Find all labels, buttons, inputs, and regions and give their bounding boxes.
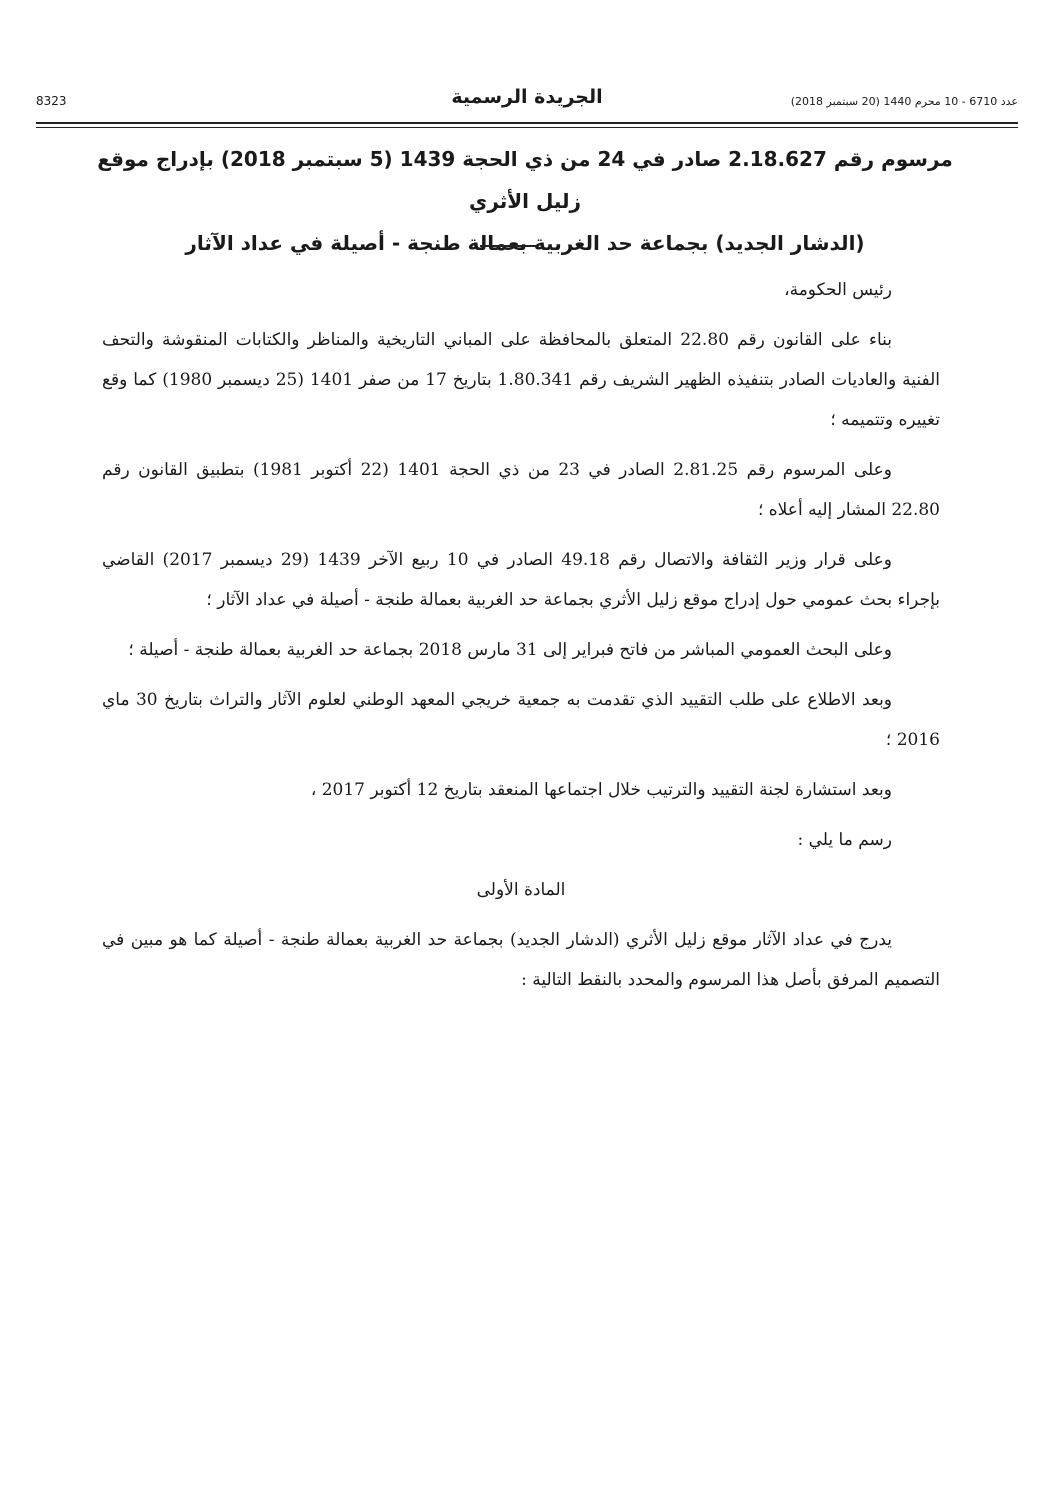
addressee: رئيس الحكومة،	[784, 280, 892, 300]
preamble-paragraph-5: وبعد الاطلاع على طلب التقييد الذي تقدمت به جمعية خريجي المعهد الوطني لعلوم الآثار والتراث بتاريخ 30 ماي 2016 ؛	[102, 690, 940, 750]
article-heading: المادة الأولى	[476, 880, 566, 900]
decree-body	[102, 270, 940, 1010]
header-rule	[36, 122, 1018, 124]
page-header	[36, 86, 1018, 122]
title-separator	[480, 245, 536, 247]
preamble-paragraph-4: وعلى البحث العمومي المباشر من فاتح فبراير إلى 31 مارس 2018 بجماعة حد الغربية بعمالة طنجة - أصيلة ؛	[128, 640, 892, 660]
preamble-paragraph-3: وعلى قرار وزير الثقافة والاتصال رقم 49.18 الصادر في 10 ربيع الآخر 1439 (29 ديسمبر 2017) القاضي بإجراء بحث عمومي حول إدراج موقع زليل الأثري بجماعة حد الغربية بعمالة طنجة - أصيلة في عداد الآثار ؛	[102, 550, 940, 610]
decree-title-line-2: (الدشار الجديد) بجماعة حد الغربية بعمالة طنجة - أصيلة في عداد الآثار	[185, 231, 865, 255]
preamble-paragraph-1: بناء على القانون رقم 22.80 المتعلق بالمحافظة على المباني التاريخية والمناظر والكتابات المنقوشة والتحف الفنية والعاديات الصادر بتنفيذه الظهير الشريف رقم 1.80.341 بتاريخ 17 من صفر 1401 (25 ديسمبر 1980) كما وقع تغييره وتتميمه ؛	[102, 330, 940, 430]
decree-title-line-1: مرسوم رقم 2.18.627 صادر في 24 من ذي الحجة 1439 (5 سبتمبر 2018) بإدراج موقع زليل الأثري	[97, 147, 953, 213]
journal-name: الجريدة الرسمية	[451, 86, 603, 108]
issue-info: عدد 6710 - 10 محرم 1440 (20 سبتمبر 2018)	[790, 95, 1018, 108]
preamble-paragraph-6: وبعد استشارة لجنة التقييد والترتيب خلال اجتماعها المنعقد بتاريخ 12 أكتوبر 2017 ،	[310, 780, 892, 800]
preamble-paragraph-2: وعلى المرسوم رقم 2.81.25 الصادر في 23 من ذي الحجة 1401 (22 أكتوبر 1981) بتطبيق القانون رقم 22.80 المشار إليه أعلاه ؛	[102, 460, 940, 520]
page-number: 8323	[36, 94, 67, 108]
article-1-text: يدرج في عداد الآثار موقع زليل الأثري (الدشار الجديد) بجماعة حد الغربية بعمالة طنجة - أصيلة كما هو مبين في التصميم المرفق بأصل هذا المرسوم والمحدد بالنقط التالية :	[102, 930, 940, 990]
decrees-formula: رسم ما يلي :	[797, 830, 892, 850]
header-rule-thin	[36, 127, 1018, 128]
